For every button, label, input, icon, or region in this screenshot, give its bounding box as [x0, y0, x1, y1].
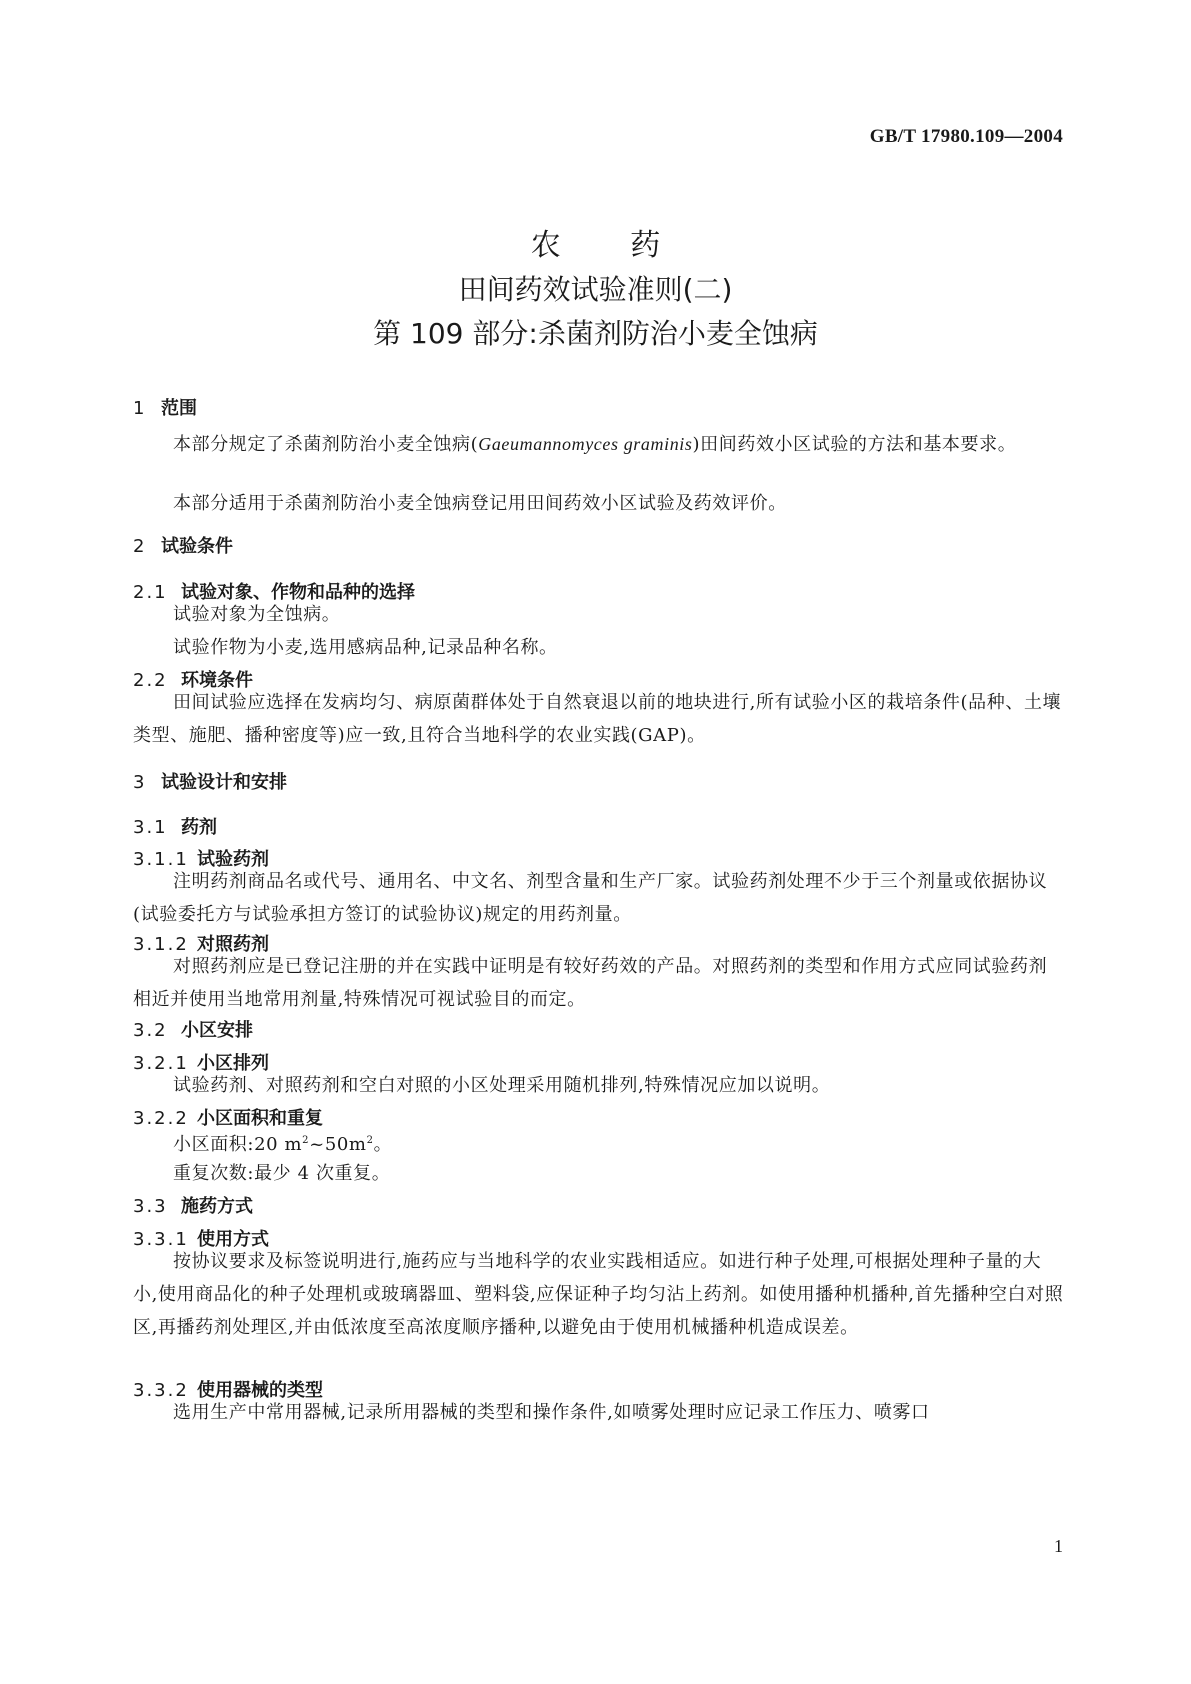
section-heading-3-1: 3.1 药剂: [133, 817, 217, 838]
section-heading-2-1: 2.1 试验对象、作物和品种的选择: [133, 582, 415, 603]
section-heading-3-3-2: 3.3.2 使用器械的类型: [133, 1380, 323, 1401]
section-heading-3-3-1: 3.3.1 使用方式: [133, 1229, 269, 1250]
paragraph: 对照药剂应是已登记注册的并在实践中证明是有较好药效的产品。对照药剂的类型和作用方式应同试验药剂相近并使用当地常用剂量,特殊情况可视试验目的而定。: [133, 956, 1048, 1010]
paragraph: 重复次数:最少 4 次重复。: [173, 1163, 391, 1184]
section-heading-3: 3 试验设计和安排: [133, 772, 287, 793]
section-heading-3-1-1: 3.1.1 试验药剂: [133, 849, 269, 870]
section-heading-3-3: 3.3 施药方式: [133, 1196, 253, 1217]
title-line-3: 第 109 部分:杀菌剂防治小麦全蚀病: [373, 317, 818, 350]
section-heading-2-2: 2.2 环境条件: [133, 670, 253, 691]
title-line-2: 田间药效试验准则(二): [458, 273, 733, 306]
latin-species-name: Gaeumannomyces graminis: [478, 434, 693, 454]
section-heading-3-2: 3.2 小区安排: [133, 1020, 253, 1041]
section-heading-3-1-2: 3.1.2 对照药剂: [133, 934, 269, 955]
document-title: [0, 224, 1191, 356]
paragraph: 选用生产中常用器械,记录所用器械的类型和操作条件,如喷雾处理时应记录工作压力、喷雾口: [173, 1402, 930, 1423]
paragraph: 试验作物为小麦,选用感病品种,记录品种名称。: [173, 637, 558, 658]
paragraph: 注明药剂商品名或代号、通用名、中文名、剂型含量和生产厂家。试验药剂处理不少于三个剂量或依据协议(试验委托方与试验承担方签订的试验协议)规定的用药剂量。: [133, 871, 1048, 925]
paragraph: 小区面积:20 $m^2\sim 50m^2$。: [173, 1134, 393, 1155]
section-heading-3-2-2: 3.2.2 小区面积和重复: [133, 1108, 323, 1129]
title-line-1: 农 药: [530, 228, 691, 263]
paragraph: 试验药剂、对照药剂和空白对照的小区处理采用随机排列,特殊情况应加以说明。: [173, 1075, 831, 1096]
paragraph: 试验对象为全蚀病。: [173, 604, 341, 625]
paragraph: 按协议要求及标签说明进行,施药应与当地科学的农业实践相适应。如进行种子处理,可根据处理种子量的大小,使用商品化的种子处理机或玻璃器皿、塑料袋,应保证种子均匀沾上药剂。如使用播种机播种,首先播种空白对照区,再播药剂处理区,并由低浓度至高浓度顺序播种,以避免由于使用机械播种机造成误差。: [133, 1251, 1064, 1338]
page-number: 1: [1054, 1536, 1063, 1556]
paragraph: 田间试验应选择在发病均匀、病原菌群体处于自然衰退以前的地块进行,所有试验小区的栽培条件(品种、土壤类型、施肥、播种密度等)应一致,且符合当地科学的农业实践(GAP)。: [133, 692, 1062, 746]
standard-code: GB/T 17980.109—2004: [869, 126, 1063, 147]
section-heading-3-2-1: 3.2.1 小区排列: [133, 1053, 269, 1074]
paragraph: 本部分规定了杀菌剂防治小麦全蚀病(Gaeumannomyces graminis)田间药效小区试验的方法和基本要求。: [173, 434, 1017, 455]
section-heading-2: 2 试验条件: [133, 536, 233, 557]
paragraph: 本部分适用于杀菌剂防治小麦全蚀病登记用田间药效小区试验及药效评价。: [173, 493, 787, 514]
section-heading-1: 1 范围: [133, 398, 197, 419]
